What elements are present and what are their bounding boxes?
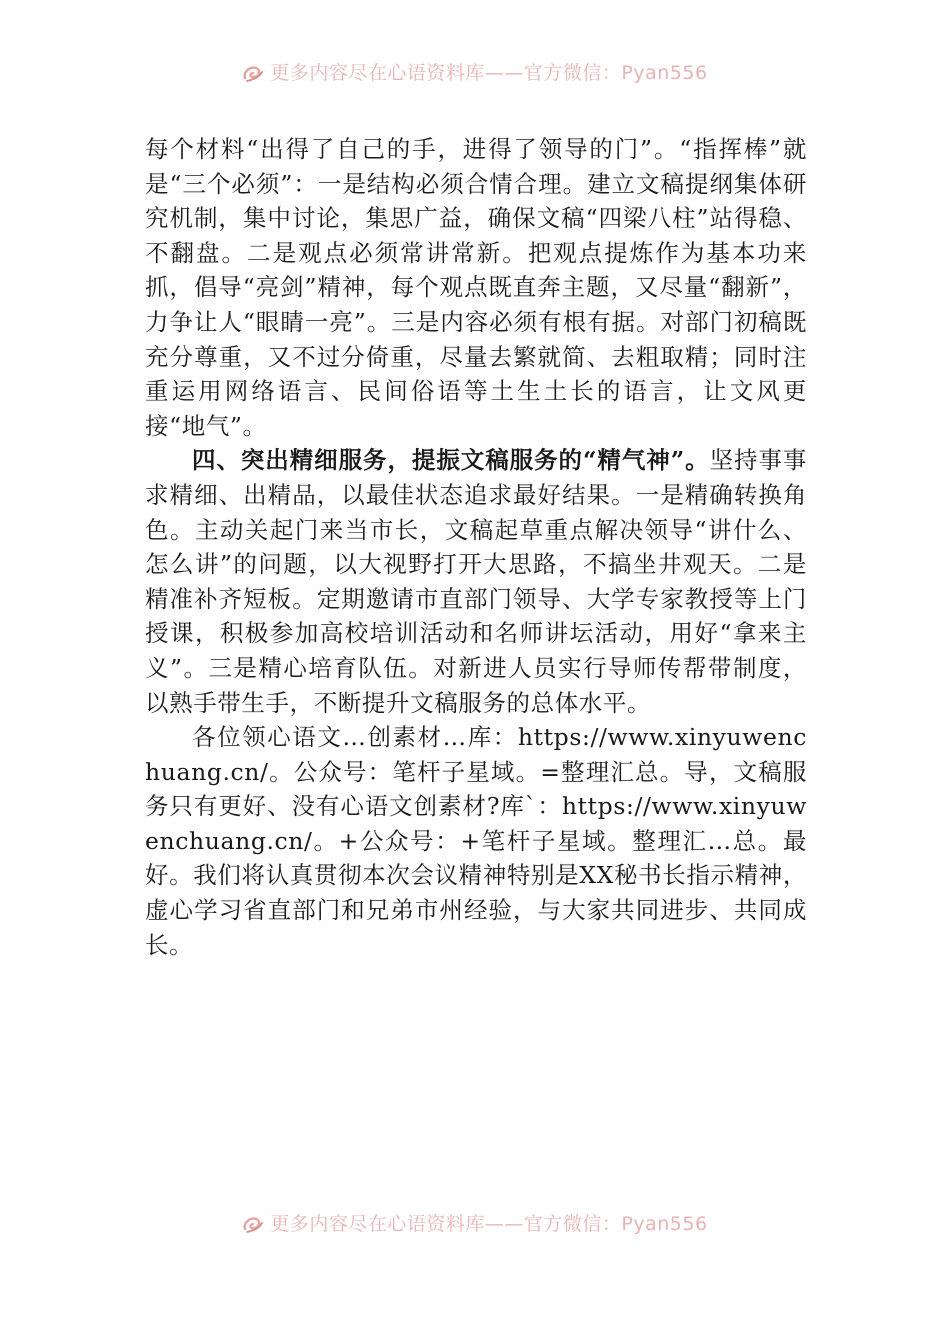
paragraph-3: 各位领心语文…创素材…库：https://www.xinyuwenchuang.cn/。公众号：笔杆子星域。=整理汇总。导，文稿服务只有更好、没有心语文创素材?库`：https://www.xinyuwenchuang.cn/。+公众号：+笔杆子星域。整理汇…总。最好。我们将认真贯彻本次会议精神特别是XX秘书长指示精神，虚心学习省直部门和兄弟市州经验，与大家共同进步、共同成长。 [145,723,807,959]
footer-watermark-text: 更多内容尽在心语资料库——官方微信：Pyan556 [270,1213,708,1235]
paragraph-2 [145,443,807,720]
paragraph-1: 每个材料“出得了自己的手，进得了领导的门”。“指挥棒”就是“三个必须”：一是结构必须合情合理。建立文稿提纲集体研究机制，集中讨论，集思广益，确保文稿“四梁八柱”站得稳、不翻盘。二是观点必须常讲常新。把观点提炼作为基本功来抓，倡导“亮剑”精神，每个观点既直奔主题，又尽量“翻新”，力争让人“眼睛一亮”。三是内容必须有根有据。对部门初稿既充分尊重，又不过分倚重，尽量去繁就简、去粗取精；同时注重运用网络语言、民间俗语等土生土长的语言，让文风更接“地气”。 [145,135,807,440]
header-watermark-text: 更多内容尽在心语资料库——官方微信：Pyan556 [270,62,708,84]
section-heading: 四、突出精细服务，提振文稿服务的“精气神”。 [192,446,710,475]
footer-watermark [0,1209,950,1236]
paragraph-2-text: 坚持事事求精细、出精品，以最佳状态追求最好结果。一是精确转换角色。主动关起门来当市长，文稿起草重点解决领导“讲什么、怎么讲”的问题，以大视野打开大思路，不搞坐井观天。二是精准补齐短板。定期邀请市直部门领导、大学专家教授等上门授课，积极参加高校培训活动和名师讲坛活动，用好“拿来主义”。三是精心培育队伍。对新进人员实行导师传帮带制度，以熟手带生手，不断提升文稿服务的总体水平。 [145,446,807,717]
swirl-logo-icon [242,63,264,83]
header-watermark [0,58,950,85]
swirl-logo-icon [242,1214,264,1234]
document-body [145,132,807,962]
